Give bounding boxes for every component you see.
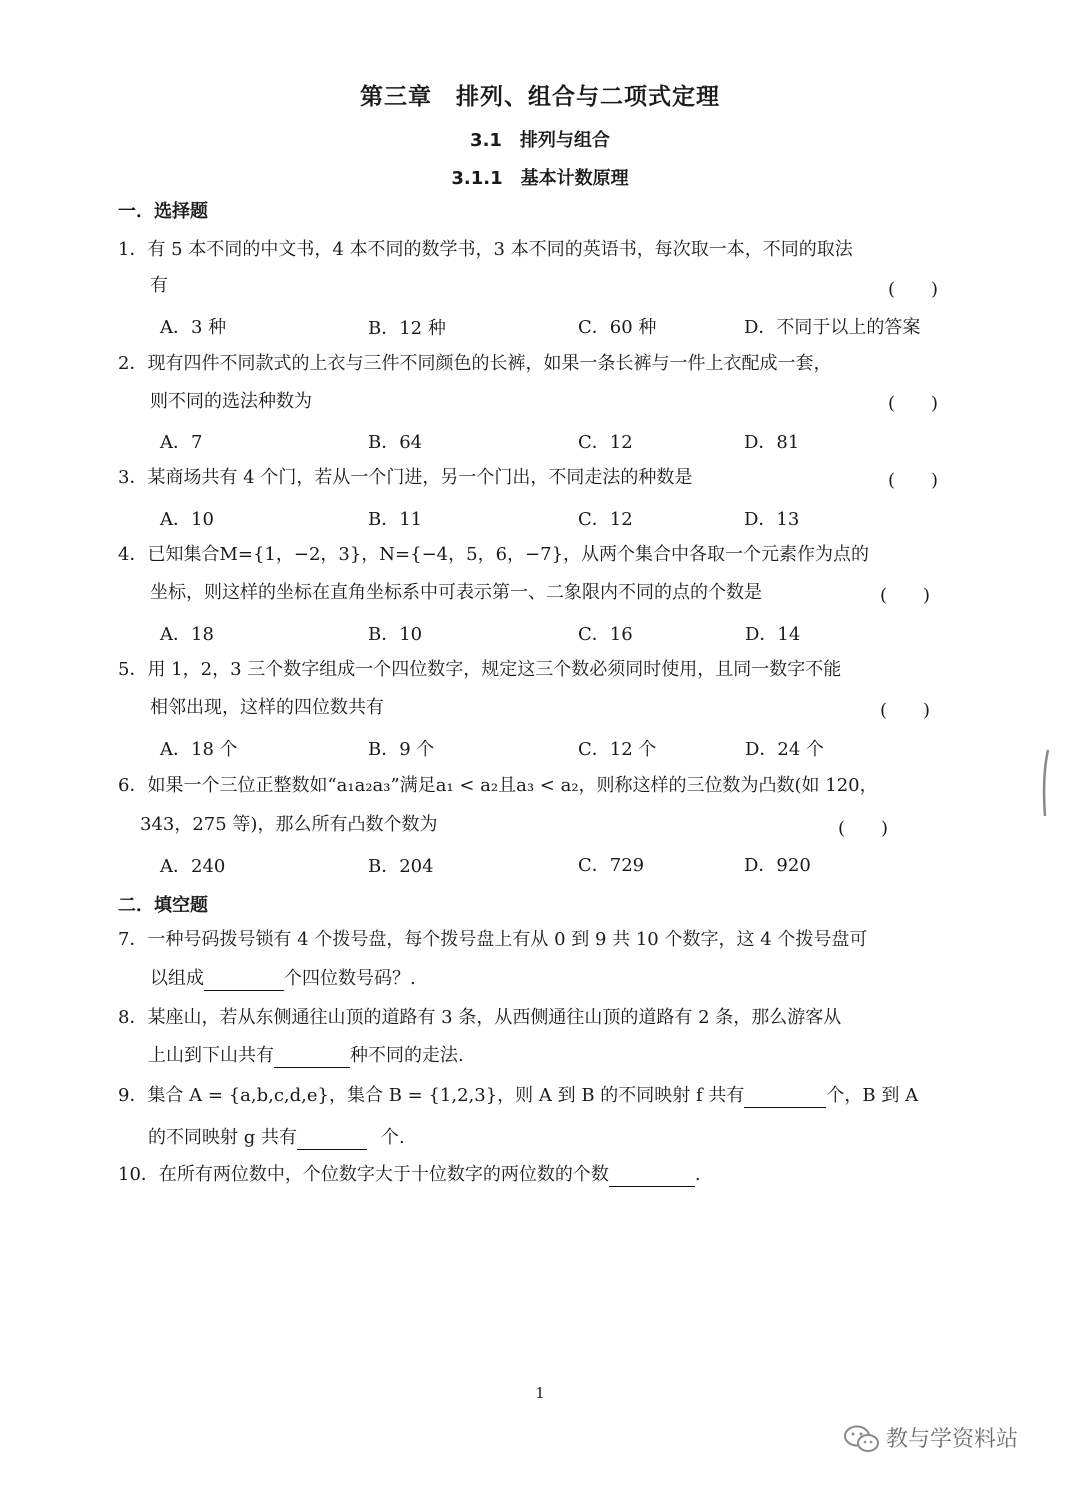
- question-8-line-1: 8．某座山，若从东侧通往山顶的道路有 3 条，从西侧通往山顶的道路有 2 条，那么游客从: [118, 1007, 842, 1028]
- answer-blank[interactable]: [744, 1087, 826, 1108]
- question-7-text-before: 以组成: [150, 968, 204, 989]
- answer-bracket: ( ): [888, 470, 939, 491]
- question-3-line-1: 3．某商场共有 4 个门，若从一个门进，另一个门出，不同走法的种数是: [118, 467, 693, 488]
- question-2-line-1: 2．现有四件不同款式的上衣与三件不同颜色的长裤，如果一条长裤与一件上衣配成一套，: [118, 353, 832, 374]
- question-9-line2-text-before: 的不同映射 g 共有: [148, 1127, 297, 1148]
- question-2-line-2: 则不同的选法种数为: [150, 391, 312, 412]
- subsection-title: 3.1.1 基本计数原理: [451, 168, 629, 189]
- question-2-option-d: D．81: [744, 432, 800, 453]
- question-9-line-1: [118, 1084, 918, 1108]
- question-5-option-d: D．24 个: [745, 739, 825, 760]
- question-4-line-2: 坐标，则这样的坐标在直角坐标系中可表示第一、二象限内不同的点的个数是: [150, 582, 762, 603]
- wechat-icon: [843, 1424, 881, 1454]
- question-4-option-b: B．10: [368, 624, 423, 645]
- question-1-line-2: 有: [150, 275, 168, 296]
- answer-blank[interactable]: [204, 970, 284, 991]
- question-9-line-2: [148, 1126, 405, 1150]
- question-4-option-c: C．16: [578, 624, 633, 645]
- question-1-option-c: C．60 种: [578, 317, 657, 338]
- question-3-option-a: A．10: [160, 509, 214, 530]
- watermark-text: 教与学资料站: [886, 1427, 1019, 1452]
- question-7-text-after: 个四位数号码？.: [284, 968, 416, 989]
- question-4-line-1: 4．已知集合M={1，−2，3}，N={−4，5，6，−7}，从两个集合中各取一个元素作为点的: [118, 544, 870, 565]
- question-1-option-d: D．不同于以上的答案: [744, 317, 921, 338]
- question-2-option-a: A．7: [160, 432, 203, 453]
- page-number: 1: [535, 1384, 545, 1402]
- answer-bracket: ( ): [880, 700, 931, 721]
- question-5-option-c: C．12 个: [578, 739, 657, 760]
- question-8-text-after: 种不同的走法.: [350, 1045, 464, 1066]
- section-heading-choice: 一．选择题: [118, 201, 208, 222]
- answer-blank[interactable]: [297, 1129, 367, 1150]
- question-10-text-after: .: [694, 1164, 701, 1185]
- question-9-text-before: 9．集合 A = {a,b,c,d,e}，集合 B = {1,2,3}，则 A 到 B 的不同映射 f 共有: [118, 1085, 745, 1106]
- question-10-text-before: 10．在所有两位数中，个位数字大于十位数字的两位数的个数: [118, 1164, 609, 1185]
- question-5-line-2: 相邻出现，这样的四位数共有: [150, 697, 384, 718]
- question-7-line-2: [150, 967, 416, 991]
- question-6-line-1: 6．如果一个三位正整数如“a₁a₂a₃”满足a₁ < a₂且a₃ < a₂，则称这样的三位数为凸数(如 120，: [118, 775, 878, 796]
- question-2-option-c: C．12: [578, 432, 633, 453]
- answer-blank[interactable]: [274, 1047, 350, 1068]
- question-6-line-2: 343，275 等)，那么所有凸数个数为: [140, 814, 438, 835]
- question-2-option-b: B．64: [368, 432, 423, 453]
- question-8-text-before: 上山到下山共有: [148, 1045, 274, 1066]
- question-6-option-b: B．204: [368, 856, 434, 877]
- answer-bracket: ( ): [888, 279, 939, 300]
- question-3-option-b: B．11: [368, 509, 423, 530]
- answer-bracket: ( ): [880, 585, 931, 606]
- section-title: 3.1 排列与组合: [470, 130, 610, 151]
- question-5-option-b: B．9 个: [368, 739, 435, 760]
- question-1-option-a: A．3 种: [160, 317, 227, 338]
- question-3-option-d: D．13: [744, 509, 800, 530]
- chapter-title: 第三章 排列、组合与二项式定理: [360, 84, 720, 110]
- answer-blank[interactable]: [609, 1166, 695, 1187]
- question-7-line-1: 7．一种号码拨号锁有 4 个拨号盘，每个拨号盘上有从 0 到 9 共 10 个数字，这 4 个拨号盘可: [118, 929, 868, 950]
- question-4-option-a: A．18: [160, 624, 214, 645]
- question-5-option-a: A．18 个: [160, 739, 238, 760]
- question-6-option-d: D．920: [744, 855, 811, 876]
- question-10-line-1: [118, 1163, 701, 1187]
- section-heading-fill: 二．填空题: [118, 895, 208, 916]
- answer-bracket: ( ): [888, 393, 939, 414]
- question-6-option-c: C．729: [578, 855, 645, 876]
- question-5-line-1: 5．用 1，2，3 三个数字组成一个四位数字，规定这三个数必须同时使用，且同一数字不能: [118, 659, 842, 680]
- question-4-option-d: D．14: [745, 624, 801, 645]
- question-8-line-2: [148, 1044, 464, 1068]
- question-9-line2-text-after: 个.: [380, 1127, 405, 1148]
- question-1-line-1: 1．有 5 本不同的中文书，4 本不同的数学书，3 本不同的英语书，每次取一本，不同的取法: [118, 239, 853, 260]
- question-6-option-a: A．240: [160, 856, 226, 877]
- answer-bracket: ( ): [838, 818, 889, 839]
- question-9-text-after: 个，B 到 A: [826, 1085, 919, 1106]
- question-3-option-c: C．12: [578, 509, 633, 530]
- scan-artifact: [1040, 748, 1052, 818]
- question-1-option-b: B．12 种: [368, 318, 446, 339]
